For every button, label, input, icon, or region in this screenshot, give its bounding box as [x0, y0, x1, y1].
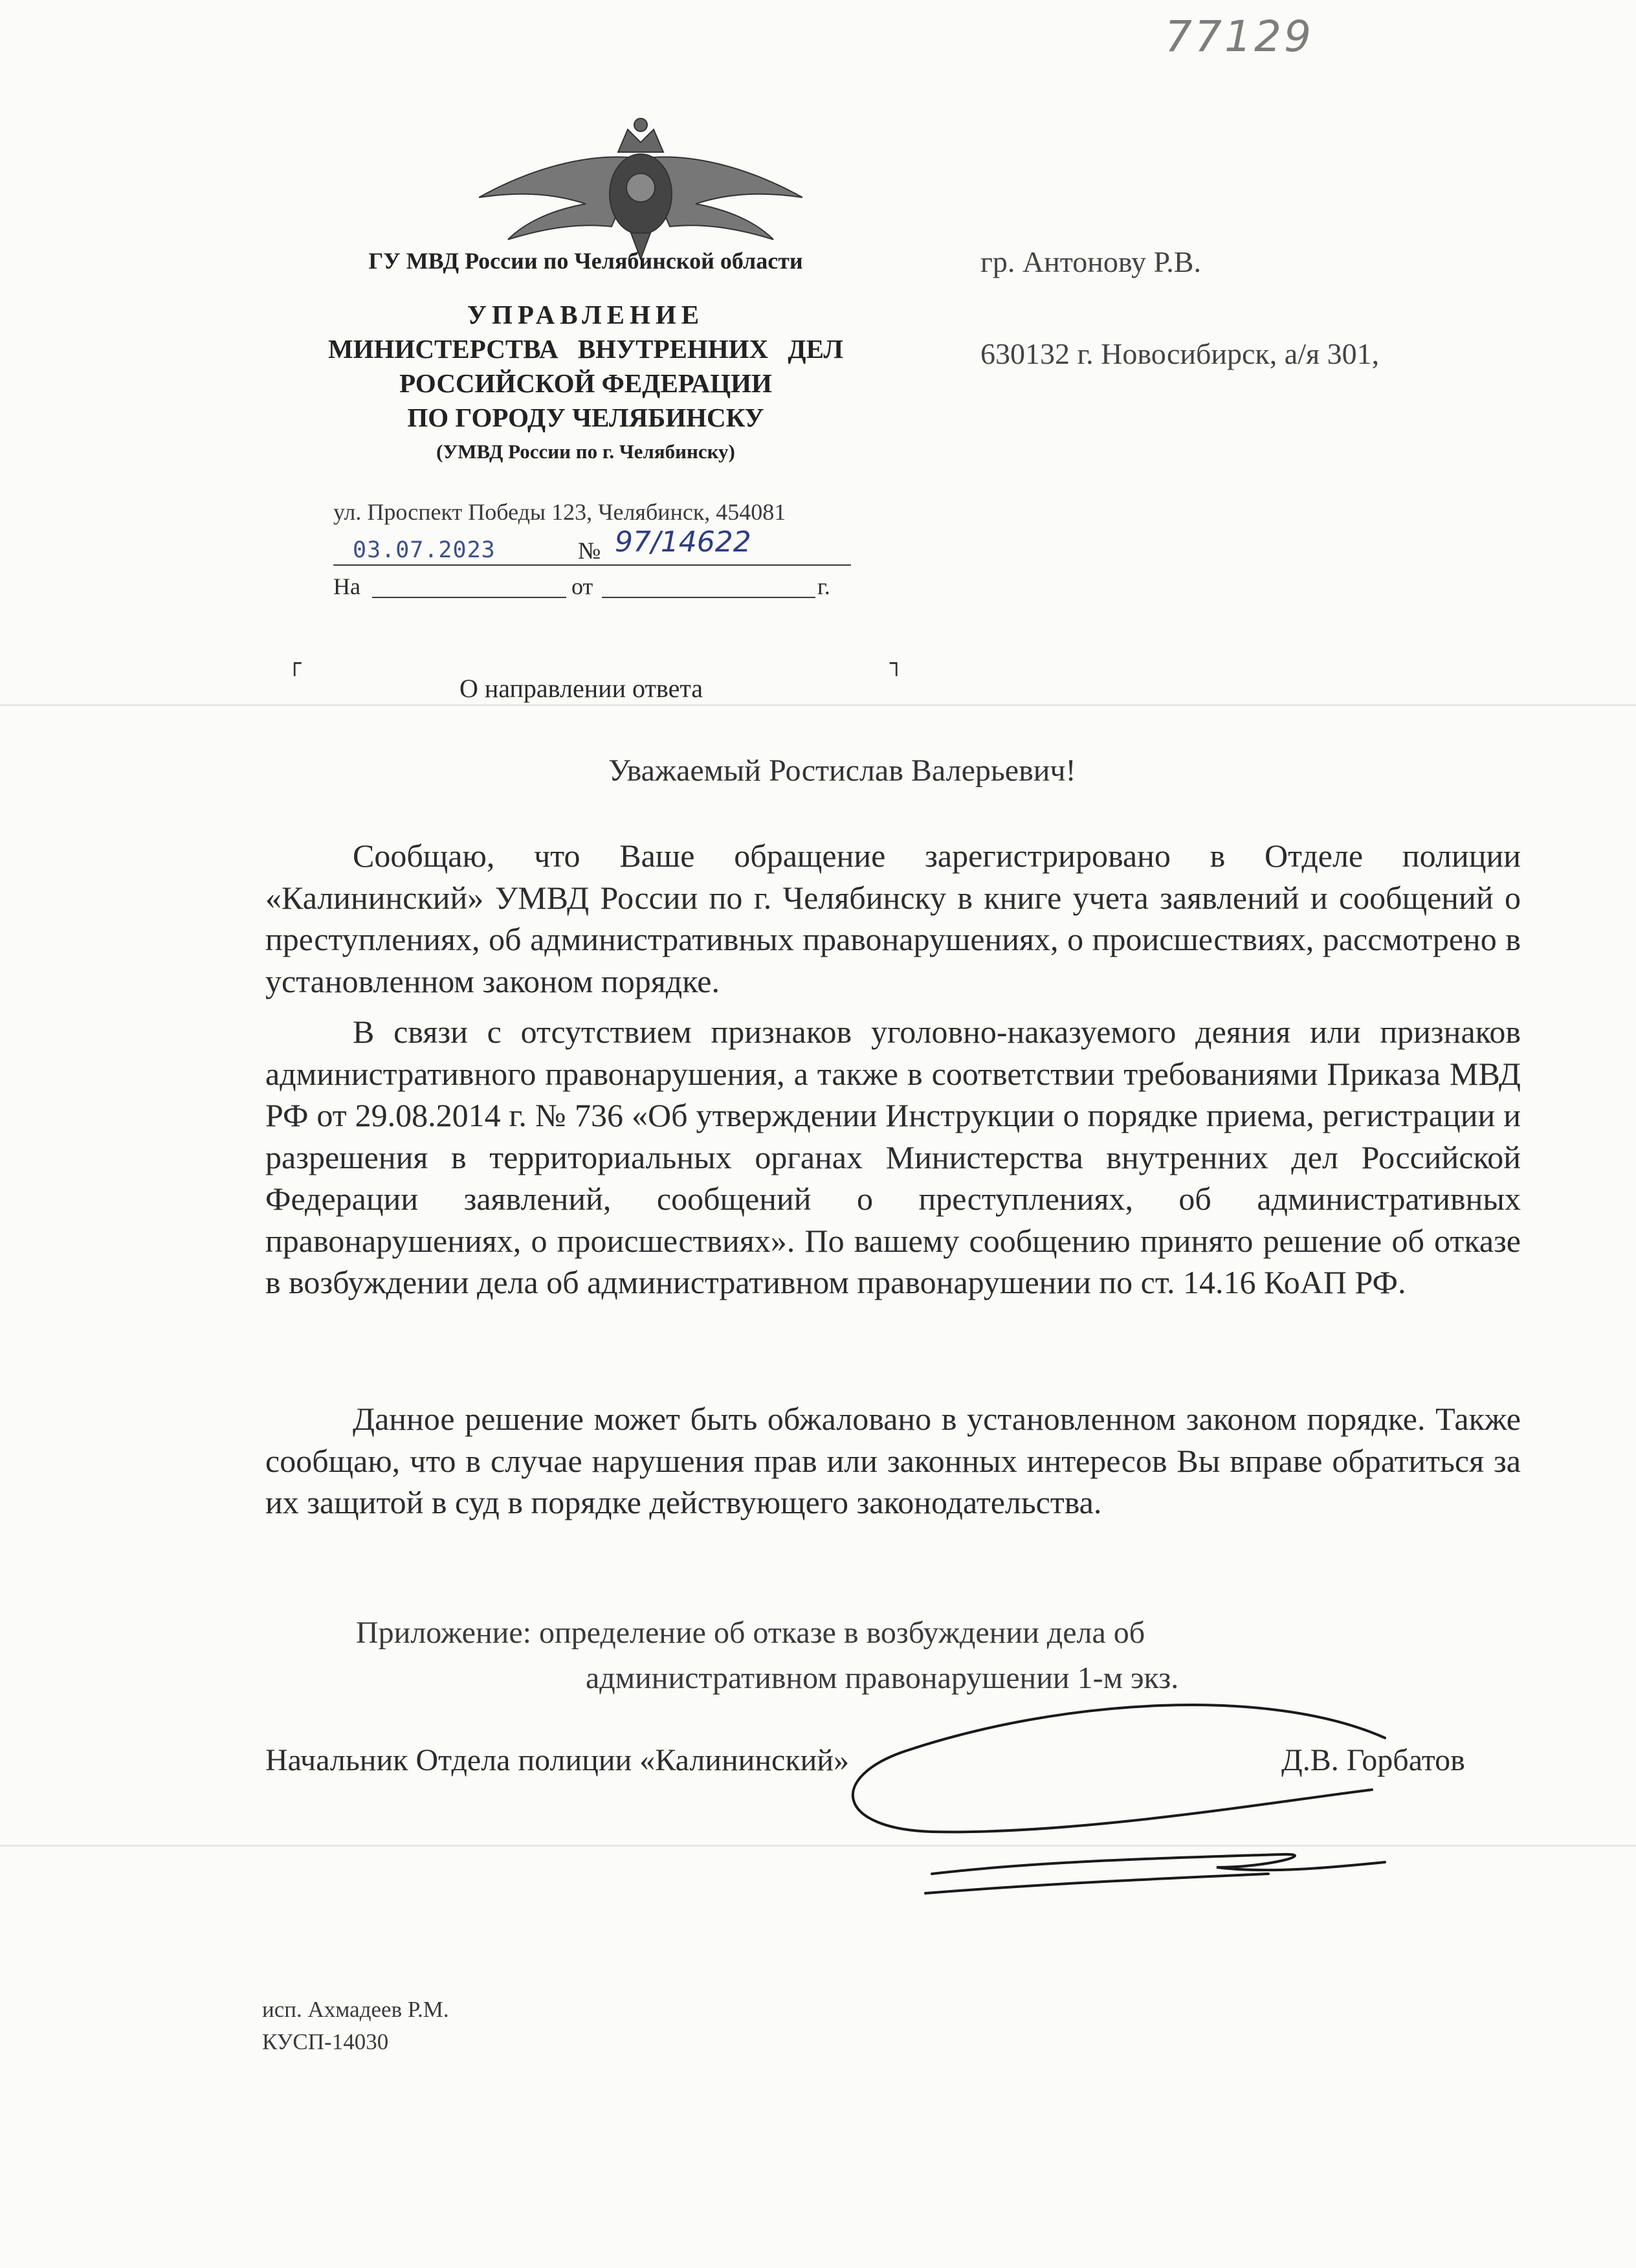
from-label: от	[571, 573, 593, 599]
subject-line: О направлении ответа	[459, 674, 703, 703]
registration-number: 97/14622	[615, 526, 751, 559]
attachment-line-2: административном правонарушении 1-м экз.	[586, 1661, 1179, 1695]
header-line3: РОССИЙСКОЙ ФЕДЕРАЦИИ	[399, 368, 772, 398]
corner-mark-left: ┌	[288, 650, 302, 676]
header-line4: ПО ГОРОДУ ЧЕЛЯБИНСКУ	[407, 403, 764, 432]
body-paragraph-3: Данное решение может быть обжаловано в установленном законом порядке. Также сообщаю, что в случае нарушения прав или законных интересов Вы вправе обратиться за их защитой в суд в порядке действующего законодательства.	[265, 1401, 1521, 1520]
executor: исп. Ахмадеев Р.М.	[262, 1997, 449, 2022]
from-underline	[602, 597, 815, 598]
reply-to-underline	[372, 597, 566, 598]
corner-mark-right: ┐	[890, 650, 903, 676]
header-line5: (УМВД России по г. Челябинску)	[436, 440, 735, 463]
date-stamp: 03.07.2023	[353, 537, 496, 563]
signatory-position: Начальник Отдела полиции «Калининский»	[265, 1743, 850, 1777]
fold-line	[0, 704, 1636, 706]
attachment-line-1: Приложение: определение об отказе в возбуждении дела об	[356, 1616, 1145, 1650]
number-label: №	[578, 538, 601, 564]
mvd-emblem-icon	[479, 113, 802, 262]
salutation: Уважаемый Ростислав Валерьевич!	[608, 753, 1076, 788]
handwritten-signature	[815, 1673, 1450, 1919]
recipient-address: 630132 г. Новосибирск, а/я 301,	[980, 337, 1380, 370]
kusp-number: КУСП-14030	[262, 2029, 389, 2054]
header-line2: МИНИСТЕРСТВА ВНУТРЕННИХ ДЕЛ	[328, 334, 843, 364]
body-paragraph-1: Сообщаю, что Ваше обращение зарегистрировано в Отделе полиции «Калининский» УМВД России по г. Челябинску в книге учета заявлений и сообщений о преступлениях, об административных правонарушениях, о происшествиях, рассмотрено в установленном законом порядке.	[265, 838, 1521, 999]
recipient-name: гр. Антонову Р.В.	[980, 245, 1201, 278]
header-org: ГУ МВД России по Челябинской области	[368, 248, 803, 274]
header-address: ул. Проспект Победы 123, Челябинск, 454081	[333, 499, 786, 525]
reply-to-label: На	[333, 573, 360, 599]
signatory-name: Д.В. Горбатов	[1281, 1743, 1465, 1777]
year-label: г.	[817, 573, 830, 599]
header-line1: УПРАВЛЕНИЕ	[467, 300, 705, 329]
body-paragraph-2: В связи с отсутствием признаков уголовно-наказуемого деяния или признаков административного правонарушения, а также в соответствии требованиями Приказа МВД РФ от 29.08.2014 г. № 736 «Об утверждении Инструкции о порядке приема, регистрации и разрешения в территориальных органах Министерства внутренних дел Российской Федерации заявлений, сообщений о преступлениях, об административных правонарушениях, о происшествиях». По вашему сообщению принято решение об отказе в возбуждении дела об административном правонарушении по ст. 14.16 КоАП РФ.	[265, 1014, 1521, 1300]
archive-number: 77129	[1165, 12, 1314, 61]
